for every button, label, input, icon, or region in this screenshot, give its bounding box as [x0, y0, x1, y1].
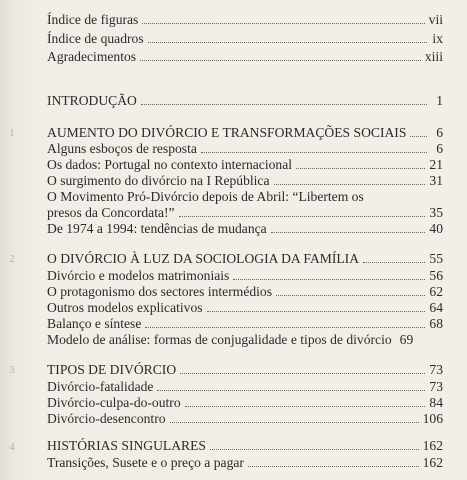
- toc-page-number: 35: [429, 205, 443, 220]
- toc-page-number: 162: [422, 438, 443, 453]
- toc-entry: [47, 31, 443, 47]
- toc-label: Divórcio-fatalidade: [47, 379, 154, 394]
- toc-chapter-title: [47, 438, 443, 454]
- toc-page-number: vii: [428, 12, 443, 27]
- toc-page-number: 21: [429, 157, 443, 172]
- toc-label: Balanço e síntese: [47, 316, 142, 331]
- toc-label: TIPOS DE DIVÓRCIO: [47, 362, 177, 377]
- toc-chapter-title: [47, 362, 443, 378]
- toc-label: Outros modelos explicativos: [47, 300, 203, 315]
- toc-label: O Movimento Pró-Divórcio depois de Abril: “Libertem os: [47, 189, 364, 204]
- toc-entry: [47, 221, 443, 237]
- dot-leader: [140, 60, 421, 61]
- dot-leader: [157, 390, 425, 391]
- toc-entry: [47, 332, 443, 348]
- toc-entry: [47, 300, 443, 316]
- toc-page-number: 73: [429, 362, 443, 377]
- toc-label: O surgimento do divórcio na I República: [47, 173, 270, 188]
- toc-chapter-title: [47, 251, 443, 267]
- chapter-number: 2: [9, 253, 15, 265]
- toc-label: HISTÓRIAS SINGULARES: [47, 438, 206, 453]
- toc-label: Índice de quadros: [47, 31, 144, 46]
- toc-page-number: 6: [436, 141, 443, 156]
- toc-label: Agradecimentos: [47, 49, 137, 64]
- toc-label: Divórcio e modelos matrimoniais: [47, 268, 230, 283]
- chapter-number: 3: [9, 364, 15, 376]
- dot-leader: [276, 295, 425, 296]
- toc-entry-line1: [47, 189, 443, 205]
- dot-leader: [201, 152, 427, 153]
- toc-entry: [47, 455, 443, 471]
- toc-page-number: 64: [429, 300, 443, 315]
- toc-page-number: 56: [429, 268, 443, 283]
- dot-leader: [296, 168, 425, 169]
- toc-entry: [47, 411, 443, 427]
- toc-page-number: ix: [432, 31, 443, 46]
- dot-leader: [148, 42, 427, 43]
- toc-page-number: 6: [436, 125, 443, 140]
- dot-leader: [274, 184, 426, 185]
- toc-entry: [47, 157, 443, 173]
- toc-chapter-title: [47, 125, 443, 141]
- toc-page-number: 106: [422, 411, 443, 426]
- dot-leader: [207, 311, 426, 312]
- toc-label: O protagonismo dos sectores intermédios: [47, 284, 273, 299]
- toc-label: Transições, Susete e o preço a pagar: [47, 455, 244, 470]
- toc-entry: [47, 316, 443, 332]
- chapter-number: 1: [9, 127, 15, 139]
- toc-label: O DIVÓRCIO À LUZ DA SOCIOLOGIA DA FAMÍLIA: [47, 251, 360, 266]
- toc-page-number: 68: [429, 316, 443, 331]
- toc-label: Divórcio-desencontro: [47, 411, 166, 426]
- toc-page-number: 31: [429, 173, 443, 188]
- dot-leader: [179, 216, 426, 217]
- dot-leader: [180, 373, 425, 374]
- dot-leader: [145, 327, 425, 328]
- toc-label: Índice de figuras: [47, 12, 139, 27]
- toc-entry: [47, 173, 443, 189]
- toc-label: AUMENTO DO DIVÓRCIO E TRANSFORMAÇÕES SOCIAIS: [47, 125, 407, 140]
- toc-label: Divórcio-culpa-do-outro: [47, 395, 181, 410]
- toc-label: Os dados: Portugal no contexto internacional: [47, 157, 293, 172]
- toc-page-number: 73: [429, 379, 443, 394]
- toc-label: Modelo de análise: formas de conjugalidade e tipos de divórcio: [47, 332, 392, 347]
- dot-leader: [170, 422, 419, 423]
- toc-label: INTRODUÇÃO: [47, 93, 137, 108]
- toc-page-number: 1: [436, 93, 443, 108]
- toc-entry: [47, 395, 443, 411]
- dot-leader: [363, 262, 425, 263]
- toc-entry: [47, 379, 443, 395]
- toc-entry: [47, 12, 443, 28]
- dot-leader: [210, 449, 419, 450]
- toc-page-number: 69: [399, 332, 414, 347]
- toc-page-number: 162: [422, 455, 443, 470]
- dot-leader: [233, 279, 425, 280]
- toc-entry: [47, 49, 443, 65]
- toc-page-number: 55: [429, 251, 443, 266]
- toc-page-number: 84: [429, 395, 443, 410]
- dot-leader: [185, 406, 426, 407]
- toc-entry: [47, 268, 443, 284]
- dot-leader: [410, 136, 427, 137]
- toc-label: Alguns esboços de resposta: [47, 141, 197, 156]
- toc-entry: [47, 284, 443, 300]
- toc-label: presos da Concordata!”: [47, 205, 175, 220]
- dot-leader: [248, 466, 419, 467]
- dot-leader: [141, 104, 427, 105]
- toc-page-number: 40: [429, 221, 443, 236]
- toc-label: De 1974 a 1994: tendências de mudança: [47, 221, 267, 236]
- toc-page-number: xiii: [424, 49, 443, 64]
- toc-page-number: 62: [429, 284, 443, 299]
- toc-introduction: [47, 93, 443, 109]
- dot-leader: [142, 23, 424, 24]
- dot-leader: [271, 232, 426, 233]
- chapter-number: 4: [9, 441, 15, 453]
- toc-entry: [47, 141, 443, 157]
- toc-entry-line2: [47, 205, 443, 221]
